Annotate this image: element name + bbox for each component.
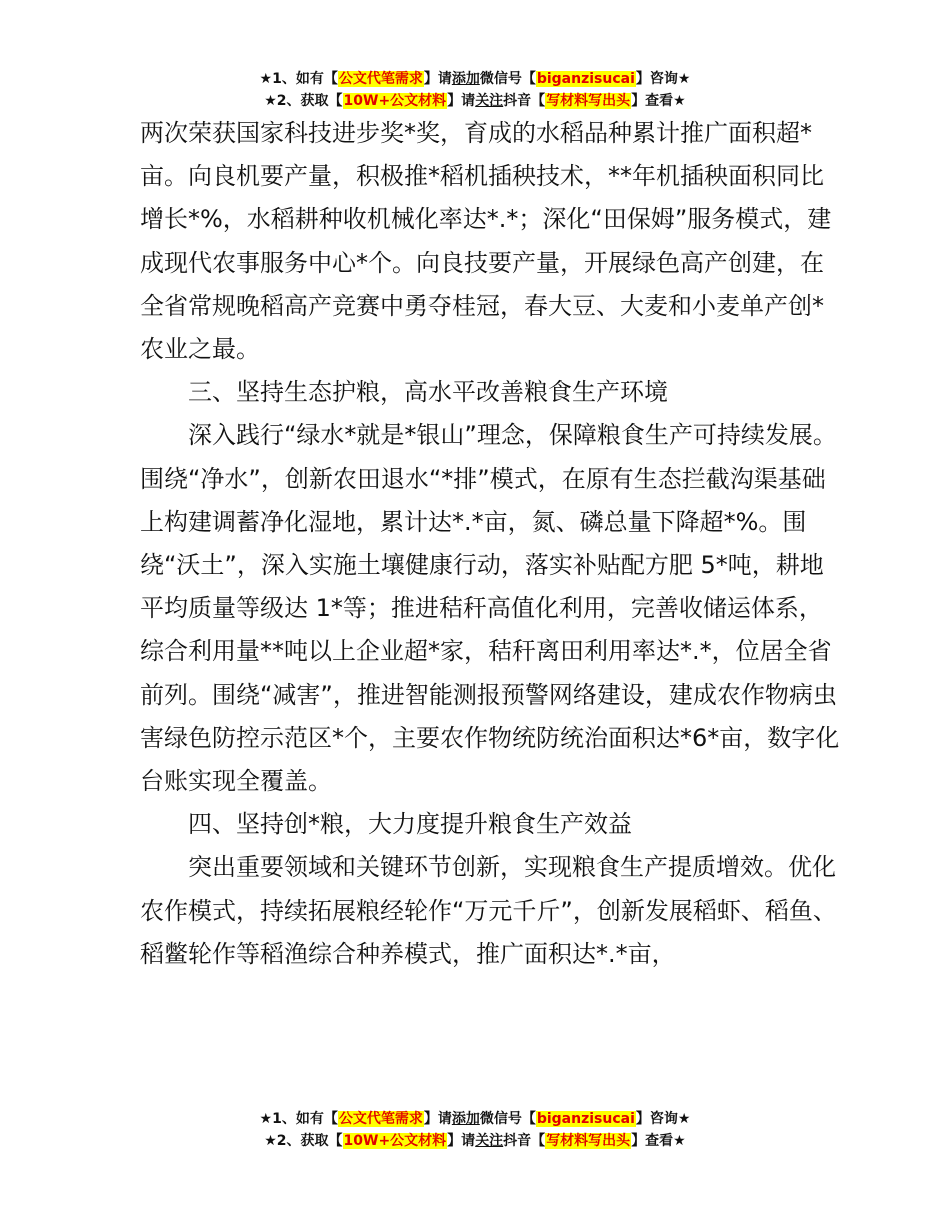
banner-highlight: 写材料写出头 — [546, 93, 631, 109]
banner-text: 】查看★ — [631, 93, 686, 109]
paragraph: 深入践行“绿水*就是*银山”理念，保障粮食生产可持续发展。围绕“净水”，创新农田退水“*排”模式，在原有生态拦截沟渠基础上构建调蓄净化湿地，累计达*.*亩，氮、磷总量下降超*%。围绕“沃土”，深入实施土壤健康行动，落实补贴配方肥 5*吨，耕地平均质量等级达 1*等；推进秸秆高值化利用，完善收储运体系，综合利用量**吨以上企业超*家，秸秆离田利用率达*.*，位居全省前列。围绕“减害”，推进智能测报预警网络建设，建成农作物病虫害绿色防控示范区*个，主要农作物统防统治面积达*6*亩，数字化台账实现全覆盖。 — [140, 421, 840, 796]
document-body — [140, 112, 840, 976]
banner-highlight: 公文代笔需求 — [338, 71, 423, 87]
banner-underline: 添加 — [451, 71, 480, 87]
banner-underline: 添加 — [451, 1111, 480, 1127]
banner-text: 抖音【 — [503, 93, 546, 109]
banner-line-1 — [0, 1108, 950, 1130]
banner-text: 】咨询★ — [635, 71, 691, 87]
banner-highlight: 10W+公文材料 — [343, 93, 447, 109]
banner-highlight: 公文代笔需求 — [338, 1111, 423, 1127]
banner-text: ★1、如有【 — [259, 1111, 338, 1127]
banner-highlight: biganzisucai — [536, 71, 635, 87]
banner-underline: 关注 — [475, 1133, 504, 1149]
banner-line-1 — [0, 68, 950, 90]
banner-text: 抖音【 — [503, 1133, 546, 1149]
banner-text: 】请 — [447, 1133, 476, 1149]
footer-banner — [0, 1108, 950, 1152]
banner-text: 】请 — [447, 93, 476, 109]
banner-text: ★2、获取【 — [264, 1133, 343, 1149]
banner-line-2 — [0, 90, 950, 112]
banner-highlight: 写材料写出头 — [546, 1133, 631, 1149]
banner-line-2 — [0, 1130, 950, 1152]
banner-highlight: 10W+公文材料 — [343, 1133, 447, 1149]
banner-text: 】请 — [423, 1111, 452, 1127]
banner-text: 】咨询★ — [635, 1111, 691, 1127]
paragraph: 突出重要领域和关键环节创新，实现粮食生产提质增效。优化农作模式，持续拓展粮经轮作“万元千斤”，创新发展稻虾、稻鱼、稻鳖轮作等稻渔综合种养模式，推广面积达*.*亩， — [140, 853, 837, 968]
banner-highlight: biganzisucai — [536, 1111, 635, 1127]
section-heading: 三、坚持生态护粮，高水平改善粮食生产环境 — [188, 378, 668, 407]
paragraph: 两次荣获国家科技进步奖*奖，育成的水稻品种累计推广面积超*亩。向良机要产量，积极推*稻机插秧技术，**年机插秧面积同比增长*%，水稻耕种收机械化率达*.*；深化“田保姆”服务模式，建成现代农事服务中心*个。向良技要产量，开展绿色高产创建，在全省常规晚稻高产竞赛中勇夺桂冠，春大豆、大麦和小麦单产创*农业之最。 — [140, 119, 832, 364]
header-banner — [0, 68, 950, 112]
section-heading: 四、坚持创*粮，大力度提升粮食生产效益 — [188, 810, 632, 839]
banner-text: 微信号【 — [479, 71, 536, 87]
banner-text: 】查看★ — [631, 1133, 686, 1149]
banner-text: ★2、获取【 — [264, 93, 343, 109]
banner-underline: 关注 — [475, 93, 504, 109]
banner-text: 】请 — [423, 71, 452, 87]
banner-text: ★1、如有【 — [259, 71, 338, 87]
banner-text: 微信号【 — [479, 1111, 536, 1127]
